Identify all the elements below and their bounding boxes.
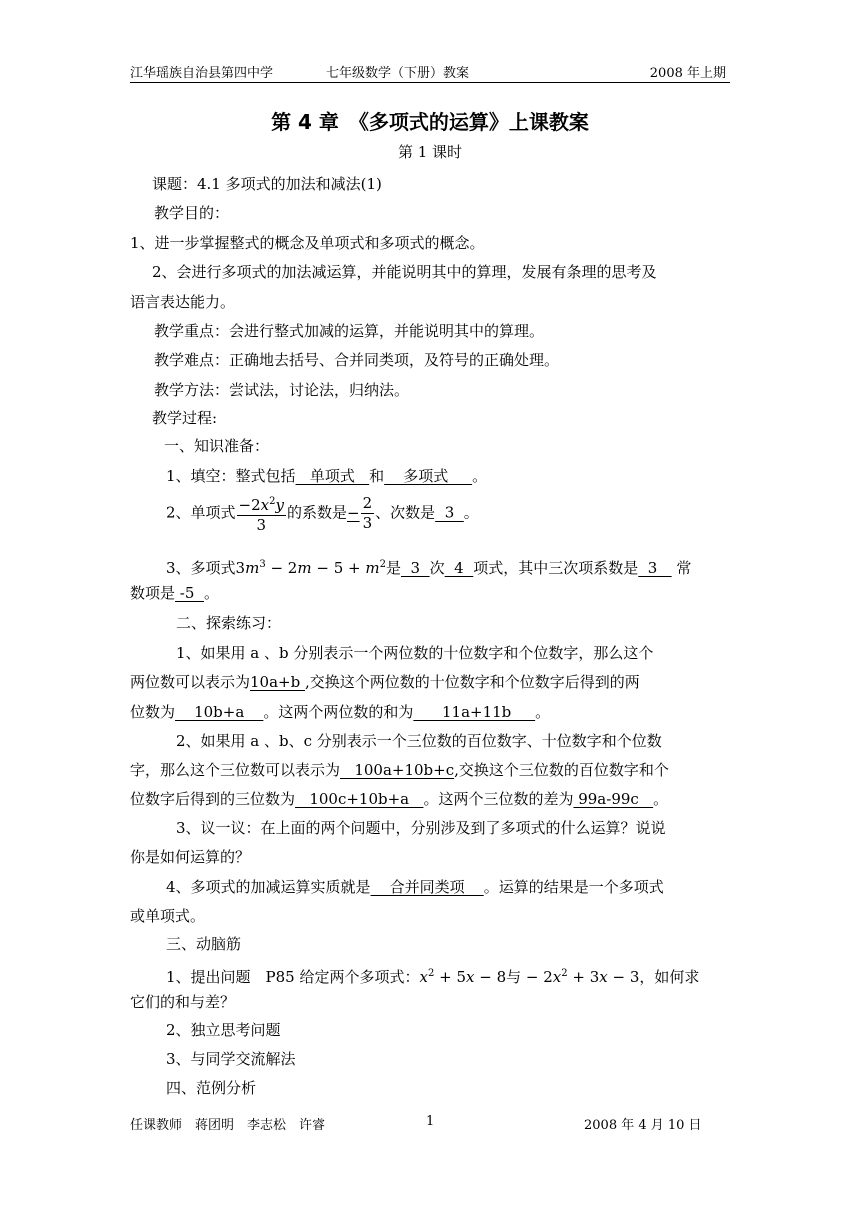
exercise-2-line-2 [130,760,669,780]
q3-line2-suffix: 。 [203,584,219,602]
e4-l1-prefix: 4、多项式的加减运算实质就是 [166,878,371,896]
question-1 [166,466,487,486]
q1-answer-2: 多项式 [384,467,473,485]
q3-line2-prefix: 数项是 [130,584,176,602]
q2-suffix: 。 [463,503,479,522]
difficulty: 教学难点：正确地去括号、合并同类项，及符号的正确处理。 [154,351,560,369]
e2-l3-mid: 。这两个三位数的差为 [423,790,574,808]
q3-poly-coef: 3 [235,559,246,577]
q3-poly-term3: − 5 + [311,559,366,577]
footer-page-number: 1 [426,1114,435,1129]
q2-monomial-fraction [237,492,286,535]
header-course: 七年级数学（下册）教案 [326,66,470,81]
b1-p2-exp: 2 [561,968,568,979]
exercise-4-line-1 [166,877,664,897]
q3-polynomial [236,559,386,577]
question-3-line-1 [166,555,691,578]
section-examples: 四、范例分析 [166,1079,257,1097]
exercise-3-line-2: 你是如何运算的？ [130,848,251,866]
e2-l2-prefix: 字，那么这个三位数可以表示为 [130,761,341,779]
q3-degree-answer: 3 [400,559,430,577]
q3-poly-var2: m [297,559,312,577]
q3-poly-var3: m [365,559,380,577]
e1-answer-2: 10b+a [175,703,264,721]
e1-l3-mid: 。这两个两位数的和为 [263,703,414,721]
q2-coef-num: 2 [362,494,373,512]
header-term: 2008 年上期 [649,66,726,81]
q2-num-exp: 2 [269,496,276,507]
q2-den: 3 [256,516,267,534]
q1-prefix: 1、填空：整式包括 [166,467,296,485]
e2-l3-suffix: 。 [653,790,669,808]
footer-teachers: 任课教师 蒋团明 李志松 许睿 [130,1118,326,1133]
section-exploration: 二、探索练习： [176,614,282,632]
b1-suffix: ，如何求 [639,968,700,986]
q2-coef-answer [347,494,375,532]
q2-coef-sign: − [347,503,360,522]
e1-answer-1: 10a+b [250,673,305,691]
q2-degree-answer: 3 [435,503,464,522]
q3-poly-exp: 3 [259,559,266,570]
q1-answer-1: 单项式 [295,467,370,485]
b1-prefix: 1、提出问题 P85 给定两个多项式： [166,968,420,986]
b1-polynomial-2 [521,968,639,986]
q2-num-var-x: x [260,496,270,514]
q3-poly-exp3: 2 [379,559,386,570]
b1-p1-term3: − 8 [474,968,507,986]
b1-p2-term2: + 3 [567,968,600,986]
q2-mid: 的系数是 [287,503,348,522]
q2-mid2: 、次数是 [375,503,436,522]
b1-p1-exp: 2 [427,968,435,979]
document-title: 第 4 章 《多项式的运算》上课教案 [271,110,589,134]
e2-answer-1: 100a+10b+c [340,761,455,779]
b1-p1-term2: + 5 [434,968,466,986]
key-point: 教学重点：会进行整式加减的运算，并能说明其中的算理。 [154,322,545,340]
q3-mid2: 次 [429,559,445,577]
q1-mid: 和 [369,467,385,485]
q3-coef-answer: 3 [638,559,672,577]
e2-l3-prefix: 位数字后得到的三位数为 [130,790,296,808]
b1-p2-term3: − 3 [607,968,640,986]
footer-date: 2008 年 4 月 10 日 [584,1118,702,1133]
e1-answer-3: 11a+11b [413,703,536,721]
exercise-2-line-3 [130,789,668,809]
q3-mid3: 项式，其中三次项系数是 [473,559,639,577]
e1-l3-prefix: 位数为 [130,703,176,721]
q1-suffix: 。 [472,467,488,485]
exercise-1-line-3 [130,702,550,722]
e1-l2-suffix: ,交换这个两位数的十位数字和个位数字后得到的两 [304,673,640,691]
b1-p1-var: x [419,968,428,986]
exercise-1-line-2 [130,672,640,692]
e2-answer-2: 100c+10b+a [295,790,424,808]
q3-poly-var: m [245,559,260,577]
brainstorm-3: 3、与同学交流解法 [166,1050,296,1068]
exercise-3-line-1: 3、议一议：在上面的两个问题中，分别涉及到了多项式的什么运算？说说 [176,819,666,837]
q2-coef-fraction [361,494,375,533]
q2-num-coef: −2 [238,496,261,514]
question-2 [166,492,479,535]
e1-l2-prefix: 两位数可以表示为 [130,673,251,691]
q3-mid1: 是 [385,559,401,577]
objectives-label: 教学目的： [154,204,230,222]
exercise-4-line-2: 或单项式。 [130,907,206,925]
brainstorm-1-line-1 [166,964,699,987]
objective-2-line-1: 2、会进行多项式的加法减运算，并能说明其中的算理，发展有条理的思考及 [152,263,657,281]
objective-1: 1、进一步掌握整式的概念及单项式和多项式的概念。 [130,234,485,252]
q3-const-answer: -5 [175,584,204,602]
e4-l1-suffix: 。运算的结果是一个多项式 [483,878,664,896]
exercise-2-line-1: 2、如果用 a 、b、c 分别表示一个三位数的百位数字、十位数字和个位数 [176,732,662,750]
b1-polynomial-1 [420,968,507,986]
e1-l3-suffix: 。 [535,703,551,721]
e2-l2-suffix: ,交换这个三位数的百位数字和个 [454,761,669,779]
lesson-topic: 课题：4.1 多项式的加法和减法(1) [152,175,382,193]
b1-mid: 与 [506,968,522,986]
b1-p2-var: x [552,968,562,986]
header-school: 江华瑶族自治县第四中学 [130,66,274,81]
question-3-line-2 [130,583,219,603]
page-header [130,60,730,83]
section-knowledge-prep: 一、知识准备： [164,437,270,455]
objective-2-line-2: 语言表达能力。 [130,293,236,311]
exercise-1-line-1: 1、如果用 a 、b 分别表示一个两位数的十位数字和个位数字，那么这个 [176,644,654,662]
q2-coef-den: 3 [362,514,373,532]
lesson-number: 第 1 课时 [397,143,463,161]
q2-prefix: 2、单项式 [166,503,236,522]
q3-mid4: 常 [671,559,692,577]
section-brainstorm: 三、动脑筋 [166,935,242,953]
q3-terms-answer: 4 [444,559,474,577]
b1-p2-coef: − 2 [521,968,553,986]
e2-answer-3: 99a-99c [573,790,654,808]
b1-p1-var2: x [466,968,475,986]
b1-p2-var2: x [599,968,608,986]
q3-prefix: 3、多项式 [166,559,236,577]
process-label: 教学过程: [152,409,218,427]
brainstorm-1-line-2: 它们的和与差？ [130,993,236,1011]
q2-num-var-y: y [275,496,284,514]
brainstorm-2: 2、独立思考问题 [166,1021,281,1039]
e4-answer: 合并同类项 [370,878,484,896]
teaching-method: 教学方法：尝试法，讨论法，归纳法。 [154,381,410,399]
q3-poly-term2: − 2 [265,559,298,577]
